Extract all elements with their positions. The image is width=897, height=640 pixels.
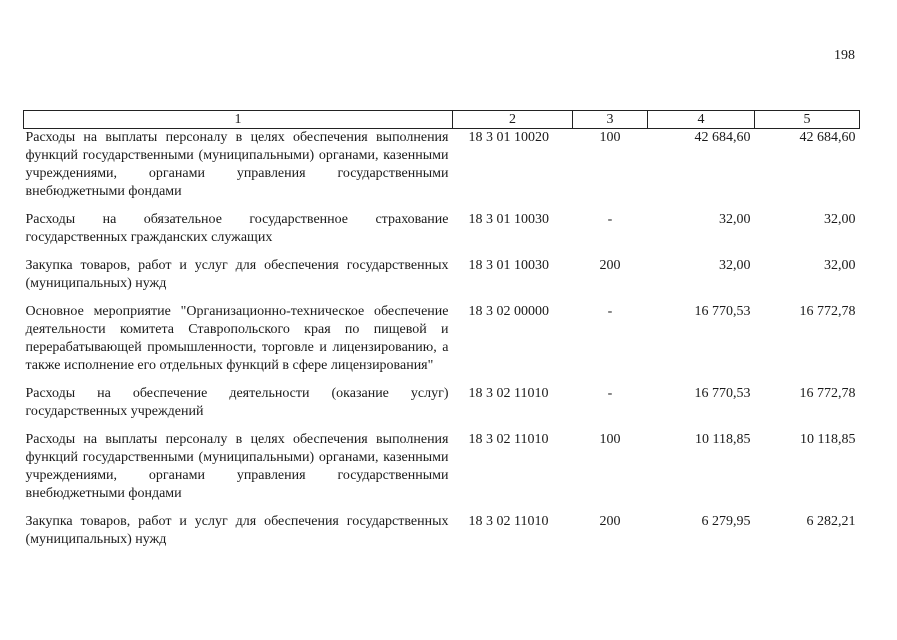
row-type: 100	[599, 432, 621, 447]
row-code: 18 3 02 00000	[468, 304, 549, 319]
row-value-col5: 42 684,60	[799, 130, 856, 145]
row-description: Закупка товаров, работ и услуг для обеспечения государственных (муниципальных) нужд	[25, 258, 449, 291]
page-number: 198	[834, 48, 855, 63]
row-value-col4: 6 279,95	[701, 514, 751, 529]
row-type: 100	[599, 130, 621, 145]
row-type: -	[607, 212, 613, 227]
row-description: Закупка товаров, работ и услуг для обеспечения государственных (муниципальных) нужд	[25, 514, 449, 547]
row-code: 18 3 01 10030	[468, 258, 549, 273]
row-value-col5: 32,00	[824, 258, 856, 273]
header-col-3: 3	[573, 111, 648, 129]
row-value-col5: 6 282,21	[806, 514, 856, 529]
table-row	[24, 513, 860, 559]
table-header	[24, 111, 860, 129]
row-type: 200	[599, 258, 621, 273]
table-row	[24, 385, 860, 431]
row-value-col4: 16 770,53	[694, 304, 751, 319]
table-row	[24, 431, 860, 513]
row-value-col5: 32,00	[824, 212, 856, 227]
table-row	[24, 129, 860, 212]
row-description: Расходы на выплаты персоналу в целях обеспечения выполнения функций государственными (муниципальными) органами, казенными учреждениями, органами управления государственными внебюджетными фондами	[25, 130, 449, 199]
header-col-4: 4	[648, 111, 755, 129]
row-description: Основное мероприятие "Организационно-техническое обеспечение деятельности комитета Ставропольского края по пищевой и перерабатывающей промышленности, торговле и лицензированию, а также исполнение его отдельных функций в сфере лицензирования"	[25, 304, 449, 373]
row-value-col5: 16 772,78	[799, 386, 856, 401]
table-body	[24, 129, 860, 560]
row-value-col4: 16 770,53	[694, 386, 751, 401]
header-row	[24, 111, 860, 129]
table-row	[24, 257, 860, 303]
row-value-col4: 32,00	[719, 212, 751, 227]
row-type: -	[607, 304, 613, 319]
table-row	[24, 211, 860, 257]
row-type: -	[607, 386, 613, 401]
table-row	[24, 303, 860, 385]
row-value-col5: 10 118,85	[800, 432, 856, 447]
row-code: 18 3 01 10020	[468, 130, 549, 145]
header-col-1: 1	[24, 111, 453, 129]
row-value-col4: 42 684,60	[694, 130, 751, 145]
header-col-2: 2	[453, 111, 573, 129]
budget-table	[23, 110, 860, 559]
row-description: Расходы на выплаты персоналу в целях обеспечения выполнения функций государственными (муниципальными) органами, казенными учреждениями, органами управления государственными внебюджетными фондами	[25, 432, 449, 501]
row-code: 18 3 01 10030	[468, 212, 549, 227]
row-code: 18 3 02 11010	[468, 432, 549, 447]
row-value-col4: 32,00	[719, 258, 751, 273]
row-type: 200	[599, 514, 621, 529]
row-code: 18 3 02 11010	[468, 514, 549, 529]
row-code: 18 3 02 11010	[468, 386, 549, 401]
row-description: Расходы на обеспечение деятельности (оказание услуг) государственных учреждений	[25, 386, 449, 419]
row-value-col4: 10 118,85	[695, 432, 751, 447]
row-value-col5: 16 772,78	[799, 304, 856, 319]
header-col-5: 5	[755, 111, 860, 129]
row-description: Расходы на обязательное государственное страхование государственных гражданских служащих	[25, 212, 449, 245]
